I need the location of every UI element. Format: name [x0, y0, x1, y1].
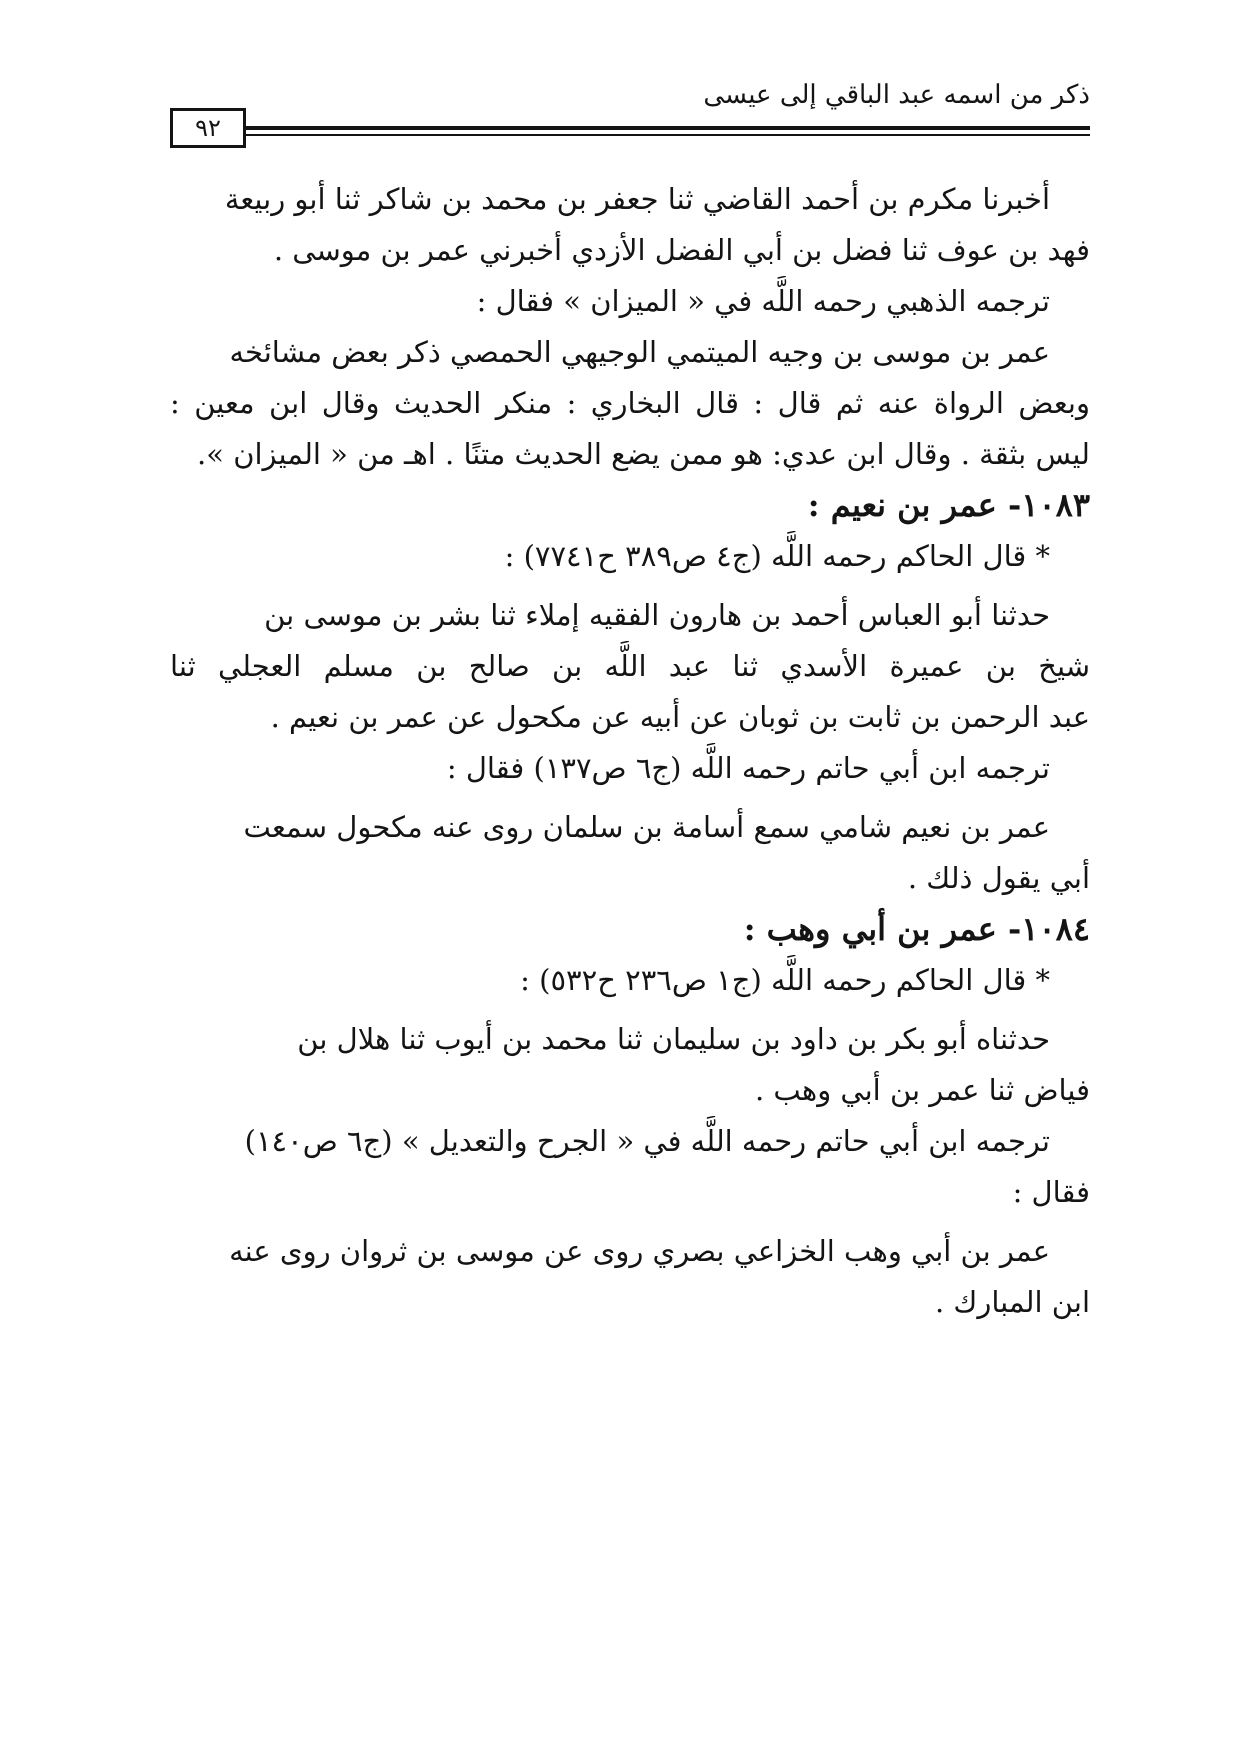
text-line: حدثنا أبو العباس أحمد بن هارون الفقيه إملاء ثنا بشر بن موسى بن: [264, 598, 1050, 632]
text-line: * قال الحاكم رحمه اللَّه (ج٤ ص٣٨٩ ح٧٧٤١) :: [504, 539, 1050, 573]
running-title: ذكر من اسمه عبد الباقي إلى عيسى: [703, 80, 1090, 110]
header-rule-thick: [246, 126, 1090, 130]
text-line: * قال الحاكم رحمه اللَّه (ج١ ص٢٣٦ ح٥٣٢) :: [520, 963, 1050, 997]
text-line: ترجمه ابن أبي حاتم رحمه اللَّه (ج٦ ص١٣٧) فقال :: [446, 751, 1050, 785]
entry-heading-1083: ١٠٨٣- عمر بن نعيم :: [807, 486, 1090, 524]
text-line: ليس بثقة . وقال ابن عدي: هو ممن يضع الحديث متنًا . اهـ من « الميزان ».: [197, 437, 1090, 471]
text-line: أبي يقول ذلك .: [907, 861, 1090, 895]
text-line: عمر بن أبي وهب الخزاعي بصري روى عن موسى بن ثروان روى عنه: [229, 1234, 1050, 1268]
text-line: فياض ثنا عمر بن أبي وهب .: [755, 1073, 1090, 1107]
header-rule-thin: [246, 134, 1090, 136]
text-line: عبد الرحمن بن ثابت بن ثوبان عن أبيه عن مكحول عن عمر بن نعيم .: [270, 700, 1090, 734]
page-number: ٩٢: [170, 108, 246, 148]
running-header: [170, 78, 1090, 148]
page-body: [170, 174, 1090, 1328]
text-line: شيخ بن عميرة الأسدي ثنا عبد اللَّه بن صالح بن مسلم العجلي ثنا: [170, 649, 1090, 683]
text-line: عمر بن موسى بن وجيه الميتمي الوجيهي الحمصي ذكر بعض مشائخه: [229, 335, 1050, 369]
text-line: عمر بن نعيم شامي سمع أسامة بن سلمان روى عنه مكحول سمعت: [243, 810, 1050, 844]
text-line: وبعض الرواة عنه ثم قال : قال البخاري : منكر الحديث وقال ابن معين :: [170, 386, 1090, 420]
text-line: حدثناه أبو بكر بن داود بن سليمان ثنا محمد بن أيوب ثنا هلال بن: [297, 1022, 1050, 1056]
entry-heading-1084: ١٠٨٤- عمر بن أبي وهب :: [743, 910, 1090, 948]
text-line: فقال :: [1012, 1175, 1090, 1209]
text-line: فهد بن عوف ثنا فضل بن أبي الفضل الأزدي أخبرني عمر بن موسى .: [273, 233, 1090, 267]
text-line: ابن المبارك .: [934, 1285, 1090, 1319]
text-line: أخبرنا مكرم بن أحمد القاضي ثنا جعفر بن محمد بن شاكر ثنا أبو ربيعة: [224, 182, 1050, 216]
text-line: ترجمه الذهبي رحمه اللَّه في « الميزان » فقال :: [476, 284, 1050, 318]
text-line: ترجمه ابن أبي حاتم رحمه اللَّه في « الجرح والتعديل » (ج٦ ص١٤٠): [244, 1124, 1050, 1158]
